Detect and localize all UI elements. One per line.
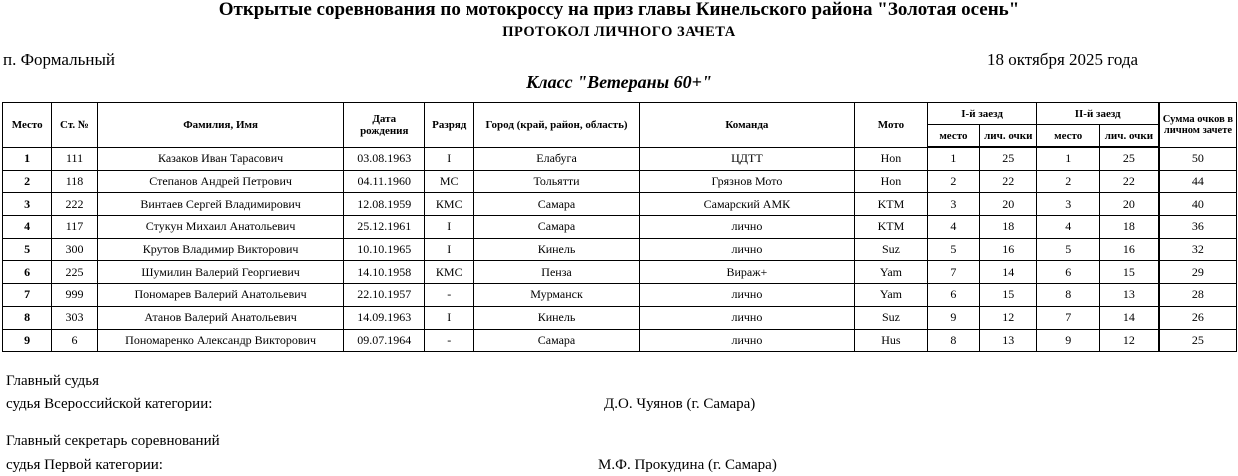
header-race1-place: место — [927, 125, 979, 148]
row-race2-place: 5 — [1037, 238, 1099, 261]
row-dob: 03.08.1963 — [344, 147, 425, 170]
row-name: Казаков Иван Тарасович — [97, 147, 344, 170]
header-race1: I-й заезд — [927, 103, 1037, 125]
row-place: 8 — [3, 306, 52, 329]
row-name: Пономарев Валерий Анатольевич — [97, 284, 344, 307]
header-sum: Сумма очков в личном зачете — [1159, 103, 1237, 148]
row-race1-points: 16 — [980, 238, 1037, 261]
row-dob: 14.09.1963 — [344, 306, 425, 329]
row-name: Стукун Михаил Анатольевич — [97, 216, 344, 239]
class-title: Класс "Ветераны 60+" — [526, 72, 712, 92]
row-race1-place: 2 — [927, 170, 979, 193]
row-race1-points: 25 — [980, 147, 1037, 170]
row-team: лично — [639, 329, 855, 352]
row-sum: 40 — [1159, 193, 1237, 216]
row-city: Пенза — [474, 261, 639, 284]
header-race2-points: лич. очки — [1099, 125, 1158, 148]
table-row — [3, 306, 1237, 329]
row-dob: 12.08.1959 — [344, 193, 425, 216]
row-number: 303 — [52, 306, 97, 329]
row-race2-points: 15 — [1099, 261, 1158, 284]
row-rank: МС — [425, 170, 474, 193]
row-place: 6 — [3, 261, 52, 284]
row-number: 118 — [52, 170, 97, 193]
row-moto: Yam — [855, 261, 928, 284]
row-dob: 22.10.1957 — [344, 284, 425, 307]
row-place: 7 — [3, 284, 52, 307]
row-name: Винтаев Сергей Владимирович — [97, 193, 344, 216]
row-number: 300 — [52, 238, 97, 261]
row-race1-points: 22 — [980, 170, 1037, 193]
header-rank: Разряд — [425, 103, 474, 148]
row-team: лично — [639, 238, 855, 261]
row-race1-points: 20 — [980, 193, 1037, 216]
row-sum: 26 — [1159, 306, 1237, 329]
row-moto: Suz — [855, 306, 928, 329]
row-race2-place: 6 — [1037, 261, 1099, 284]
row-sum: 32 — [1159, 238, 1237, 261]
row-city: Мурманск — [474, 284, 639, 307]
row-city: Кинель — [474, 238, 639, 261]
row-race2-place: 7 — [1037, 306, 1099, 329]
row-city: Самара — [474, 329, 639, 352]
header-race1-points: лич. очки — [980, 125, 1037, 148]
row-place: 9 — [3, 329, 52, 352]
row-rank: КМС — [425, 193, 474, 216]
table-row — [3, 193, 1237, 216]
header-race2: II-й заезд — [1037, 103, 1159, 125]
results-table — [2, 102, 1237, 352]
row-moto: Hus — [855, 329, 928, 352]
row-number: 117 — [52, 216, 97, 239]
row-dob: 04.11.1960 — [344, 170, 425, 193]
row-city: Самара — [474, 193, 639, 216]
row-race2-points: 25 — [1099, 147, 1158, 170]
row-race2-points: 20 — [1099, 193, 1158, 216]
row-number: 225 — [52, 261, 97, 284]
row-sum: 25 — [1159, 329, 1237, 352]
row-city: Елабуга — [474, 147, 639, 170]
row-race1-points: 15 — [980, 284, 1037, 307]
row-team: Самарский АМК — [639, 193, 855, 216]
row-race1-place: 7 — [927, 261, 979, 284]
row-rank: I — [425, 216, 474, 239]
header-team: Команда — [639, 103, 855, 148]
row-race2-place: 2 — [1037, 170, 1099, 193]
table-row — [3, 238, 1237, 261]
document-subtitle: ПРОТОКОЛ ЛИЧНОГО ЗАЧЕТА — [502, 24, 736, 40]
row-race2-points: 13 — [1099, 284, 1158, 307]
judge-category: судья Всероссийской категории: — [6, 396, 213, 412]
table-row — [3, 329, 1237, 352]
row-race1-place: 5 — [927, 238, 979, 261]
row-moto: Suz — [855, 238, 928, 261]
row-place: 2 — [3, 170, 52, 193]
row-race2-place: 3 — [1037, 193, 1099, 216]
row-race1-place: 6 — [927, 284, 979, 307]
row-team: лично — [639, 216, 855, 239]
row-race2-points: 16 — [1099, 238, 1158, 261]
row-name: Атанов Валерий Анатольевич — [97, 306, 344, 329]
row-place: 1 — [3, 147, 52, 170]
row-race2-points: 14 — [1099, 306, 1158, 329]
header-number: Ст. № — [52, 103, 97, 148]
row-race1-points: 13 — [980, 329, 1037, 352]
table-row — [3, 216, 1237, 239]
row-rank: I — [425, 306, 474, 329]
row-dob: 14.10.1958 — [344, 261, 425, 284]
row-race2-points: 18 — [1099, 216, 1158, 239]
row-rank: КМС — [425, 261, 474, 284]
row-rank: I — [425, 147, 474, 170]
row-sum: 36 — [1159, 216, 1237, 239]
row-sum: 44 — [1159, 170, 1237, 193]
header-place: Место — [3, 103, 52, 148]
row-race1-points: 12 — [980, 306, 1037, 329]
row-sum: 50 — [1159, 147, 1237, 170]
document-title: Открытые соревнования по мотокроссу на приз главы Кинельского района "Золотая осень" — [218, 0, 1020, 20]
row-name: Крутов Владимир Викторович — [97, 238, 344, 261]
row-city: Тольятти — [474, 170, 639, 193]
event-location: п. Формальный — [3, 50, 115, 69]
row-race2-place: 4 — [1037, 216, 1099, 239]
row-race1-place: 4 — [927, 216, 979, 239]
row-race2-place: 9 — [1037, 329, 1099, 352]
row-race2-place: 8 — [1037, 284, 1099, 307]
row-number: 222 — [52, 193, 97, 216]
table-row — [3, 284, 1237, 307]
row-moto: Yam — [855, 284, 928, 307]
row-race1-place: 9 — [927, 306, 979, 329]
row-moto: Hon — [855, 170, 928, 193]
row-number: 6 — [52, 329, 97, 352]
judge-name: Д.О. Чуянов (г. Самара) — [604, 396, 756, 412]
row-moto: KTM — [855, 216, 928, 239]
row-rank: - — [425, 284, 474, 307]
row-race1-points: 18 — [980, 216, 1037, 239]
row-team: Вираж+ — [639, 261, 855, 284]
row-name: Степанов Андрей Петрович — [97, 170, 344, 193]
secretary-category: судья Первой категории: — [6, 457, 163, 473]
row-place: 4 — [3, 216, 52, 239]
row-sum: 28 — [1159, 284, 1237, 307]
row-moto: Hon — [855, 147, 928, 170]
header-dob: Дата рождения — [344, 103, 425, 148]
row-dob: 10.10.1965 — [344, 238, 425, 261]
row-team: ЦДТТ — [639, 147, 855, 170]
row-place: 5 — [3, 238, 52, 261]
row-team: Грязнов Мото — [639, 170, 855, 193]
row-race1-place: 1 — [927, 147, 979, 170]
row-rank: - — [425, 329, 474, 352]
row-rank: I — [425, 238, 474, 261]
row-moto: KTM — [855, 193, 928, 216]
row-race1-place: 3 — [927, 193, 979, 216]
header-name: Фамилия, Имя — [97, 103, 344, 148]
row-race1-points: 14 — [980, 261, 1037, 284]
header-moto: Мото — [855, 103, 928, 148]
row-sum: 29 — [1159, 261, 1237, 284]
secretary-title: Главный секретарь соревнований — [6, 433, 220, 449]
row-city: Самара — [474, 216, 639, 239]
header-race2-place: место — [1037, 125, 1099, 148]
row-race1-place: 8 — [927, 329, 979, 352]
row-dob: 09.07.1964 — [344, 329, 425, 352]
row-race2-points: 12 — [1099, 329, 1158, 352]
event-date: 18 октября 2025 года — [987, 50, 1139, 69]
secretary-name: М.Ф. Прокудина (г. Самара) — [598, 457, 777, 473]
row-city: Кинель — [474, 306, 639, 329]
row-name: Шумилин Валерий Георгиевич — [97, 261, 344, 284]
row-team: лично — [639, 284, 855, 307]
table-row — [3, 170, 1237, 193]
row-team: лично — [639, 306, 855, 329]
row-number: 999 — [52, 284, 97, 307]
table-row — [3, 147, 1237, 170]
row-race2-place: 1 — [1037, 147, 1099, 170]
row-place: 3 — [3, 193, 52, 216]
judge-title: Главный судья — [6, 373, 100, 389]
row-race2-points: 22 — [1099, 170, 1158, 193]
row-name: Пономаренко Александр Викторович — [97, 329, 344, 352]
table-row — [3, 261, 1237, 284]
row-number: 111 — [52, 147, 97, 170]
row-dob: 25.12.1961 — [344, 216, 425, 239]
header-city: Город (край, район, область) — [474, 103, 639, 148]
